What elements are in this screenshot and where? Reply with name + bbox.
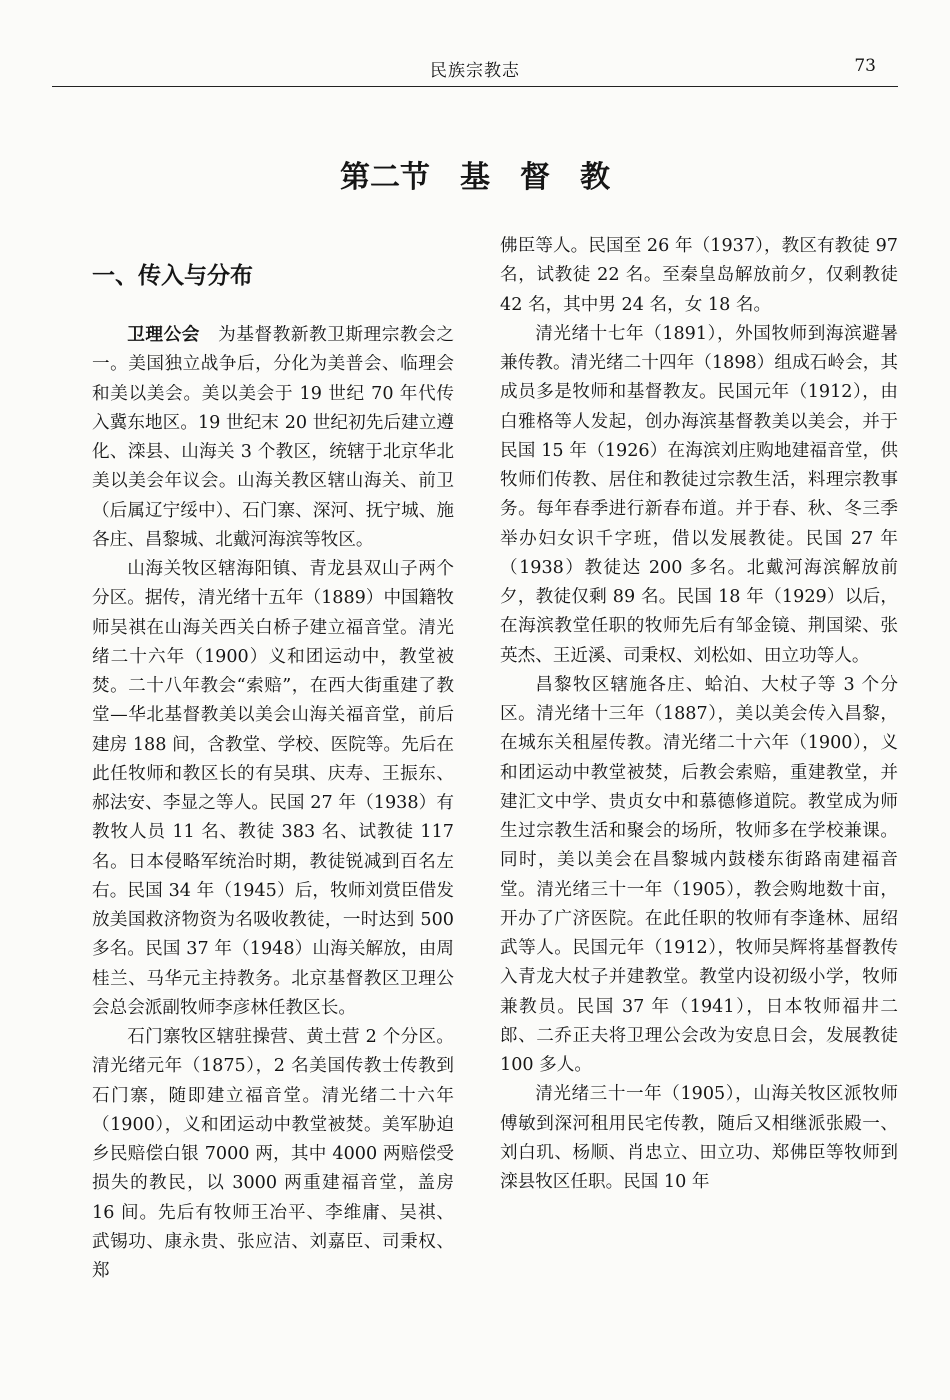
left-column	[92, 232, 454, 1286]
page-number: 73	[854, 56, 876, 76]
paragraph	[92, 320, 454, 555]
right-column	[500, 232, 898, 1197]
paragraph: 清光绪三十一年（1905），山海关牧区派牧师傅敏到深河租用民宅传教，随后又相继派张殿一、刘白玑、杨顺、肖忠立、田立功、郑佛臣等牧师到滦县牧区任职。民国 10 年	[500, 1084, 898, 1192]
chapter-title: 第二节 基 督 教	[340, 160, 610, 195]
paragraph: 佛臣等人。民国至 26 年（1937），教区有教徒 97 名，试教徒 22 名。至秦皇岛解放前夕，仅剩教徒 42 名，其中男 24 名，女 18 名。	[500, 236, 898, 315]
paragraph: 石门寨牧区辖驻操营、黄土营 2 个分区。清光绪元年（1875），2 名美国传教士传教到石门寨，随即建立福音堂。清光绪二十六年（1900），义和团运动中教堂被焚。美军胁迫乡民赔偿白银 7000 两，其中 4000 两赔偿受损失的教民，以 3000 两重建福音堂，盖房 16 间。先后有牧师王冶平、李维庸、吴祺、武锡功、康永贵、张应洁、刘嘉臣、司秉权、郑	[92, 1027, 454, 1281]
paragraph-text: 为基督教新教卫斯理宗教会之一。美国独立战争后，分化为美普会、临理会和美以美会。美以美会于 19 世纪 70 年代传入冀东地区。19 世纪末 20 世纪初先后建立遵化、滦县、山海关 3 个教区，统辖于北京华北美以美会年议会。山海关教区辖山海关、前卫（后属辽宁绥中）、石门寨、深河、抚宁城、施各庄、昌黎城、北戴河海滨等牧区。	[92, 325, 454, 550]
paragraph: 清光绪十七年（1891），外国牧师到海滨避暑兼传教。清光绪二十四年（1898）组成石岭会，其成员多是牧师和基督教友。民国元年（1912），由白雅格等人发起，创办海滨基督教美以美会，并于民国 15 年（1926）在海滨刘庄购地建福音堂，供牧师们传教、居住和教徒过宗教生活，料理宗教事务。每年春季进行新春布道。并于春、秋、冬三季举办妇女识千字班，借以发展教徒。民国 27 年（1938）教徒达 200 多名。北戴河海滨解放前夕，教徒仅剩 89 名。民国 18 年（1929）以后，在海滨教堂任职的牧师先后有邹金镜、荆国梁、张英杰、王近溪、司秉权、刘松如、田立功等人。	[500, 323, 898, 666]
section-heading: 一、传入与分布	[92, 262, 253, 289]
paragraph: 昌黎牧区辖施各庄、蛤泊、大杖子等 3 个分区。清光绪十三年（1887），美以美会传入昌黎，在城东关租屋传教。清光绪二十六年（1900），义和团运动中教堂被焚，后教会索赔，重建教堂，并建汇文中学、贵贞女中和慕德修道院。教堂成为师生过宗教生活和聚会的场所，牧师多在学校兼课。同时，美以美会在昌黎城内鼓楼东街路南建福音堂。清光绪三十一年（1905），教会购地数十亩，开办了广济医院。在此任职的牧师有李逢林、屈绍武等人。民国元年（1912），牧师吴辉将基督教传入青龙大杖子并建教堂。教堂内设初级小学，牧师兼教员。民国 37 年（1941），日本牧师福井二郎、二乔正夫将卫理公会改为安息日会，发展教徒 100 多人。	[500, 674, 898, 1075]
page-header	[52, 52, 898, 88]
term-heading: 卫理公会	[127, 324, 200, 345]
header-rule	[52, 86, 898, 87]
running-title: 民族宗教志	[430, 61, 520, 81]
paragraph: 山海关牧区辖海阳镇、青龙县双山子两个分区。据传，清光绪十五年（1889）中国籍牧师吴祺在山海关西关白桥子建立福音堂。清光绪二十六年（1900）义和团运动中，教堂被焚。二十八年教会“索赔”，在西大街重建了教堂—华北基督教美以美会山海关福音堂，前后建房 188 间，含教堂、学校、医院等。先后在此任牧师和教区长的有吴琪、庆寿、王振东、郝法安、李显之等人。民国 27 年（1938）有教牧人员 11 名、教徒 383 名、试教徒 117 名。日本侵略军统治时期，教徒锐减到百名左右。民国 34 年（1945）后，牧师刘赏臣借发放美国救济物资为名吸收教徒，一时达到 500 多名。民国 37 年（1948）山海关解放，由周桂兰、马华元主持教务。北京基督教区卫理公会总会派副牧师李彦林任教区长。	[92, 559, 454, 1018]
